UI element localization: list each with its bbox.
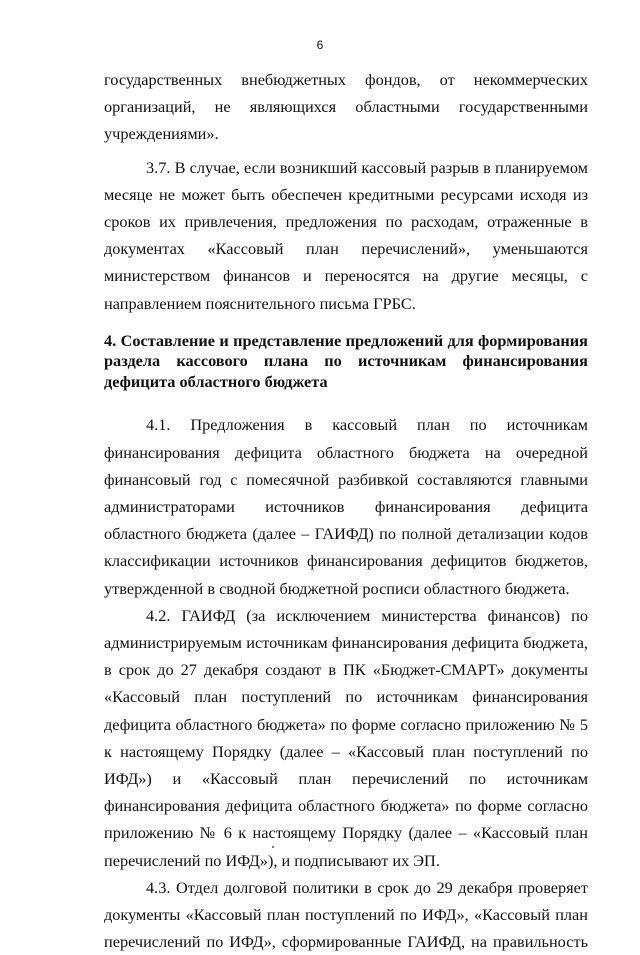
paragraph-continuation: государственных внебюджетных фондов, от некоммерческих организаций, не являющихся областными государственными учреждениями». [104, 70, 588, 144]
paragraph-3-7: 3.7. В случае, если возникший кассовый разрыв в планируемом месяце не может быть обеспечен кредитными ресурсами исходя из сроков их привлечения, предложения по расходам, отраженные в документах «Кассовый план перечислений», уменьшаются министерством финансов и переносятся на другие месяцы, с направлением пояснительного письма ГРБС. [104, 157, 588, 313]
paragraph-4-2: 4.2. ГАИФД (за исключением министерства финансов) по администрируемым источникам финансирования дефицита бюджета, в срок до 27 декабря создают в ПК «Бюджет-СМАРТ» документы «Кассовый план поступлений по источникам финансирования дефицита областного бюджета» по форме согласно приложению № 5 к настоящему Порядку (далее – «Кассовый план поступлений по ИФД») и «Кассовый план перечислений по источникам финансирования дефицита областного бюджета» по форме согласно приложению № 6 к настоящему Порядку (далее – «Кассовый план перечислений по ИФД»), и подписывают их ЭП. [104, 605, 588, 870]
page-number: 6 [316, 38, 324, 52]
section-heading-4: 4. Составление и представление предложений для формирования раздела кассового плана по источникам финансирования дефицита областного бюджета [104, 330, 588, 391]
scan-speck [272, 846, 274, 848]
document-body [104, 66, 588, 955]
paragraph-4-1: 4.1. Предложения в кассовый план по источникам финансирования дефицита областного бюджета на очередной финансовый год с помесячной разбивкой составляются главными администраторами источников финансирования дефицита областного бюджета (далее – ГАИФД) по полной детализации кодов классификации источников финансирования дефицитов бюджетов, утвержденной в сводной бюджетной росписи областного бюджета. [104, 415, 588, 598]
paragraph-4-3: 4.3. Отдел долговой политики в срок до 29 декабря проверяет документы «Кассовый план поступлений по ИФД», «Кассовый план перечислений по ИФД», сформированные ГАИФД, на правильность [104, 877, 588, 952]
